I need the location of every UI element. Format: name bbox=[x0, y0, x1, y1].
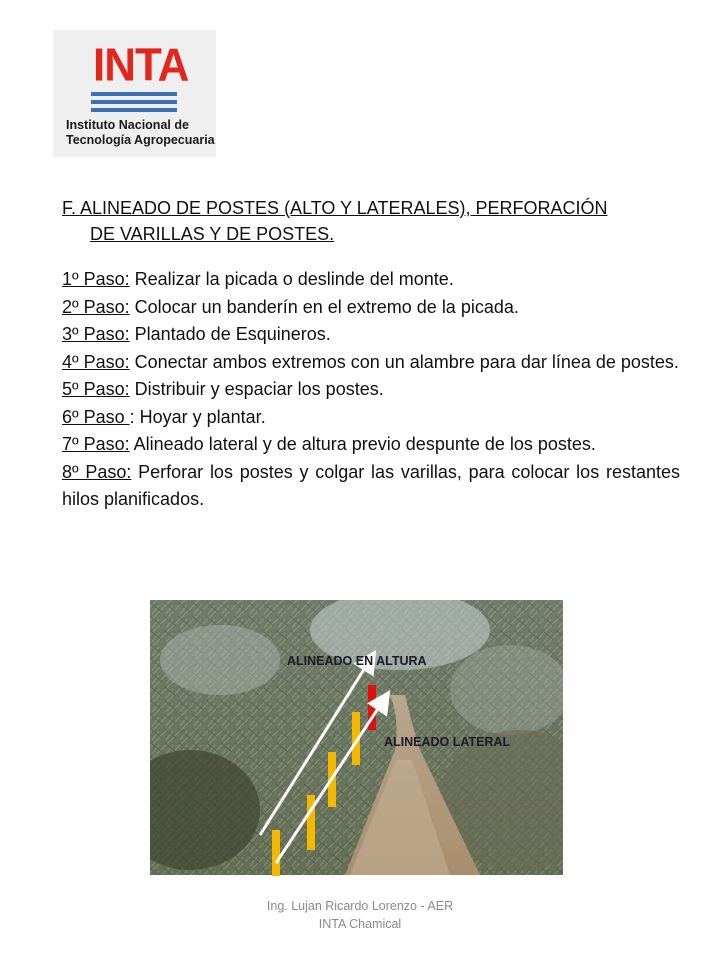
caption-height-alignment: ALINEADO EN ALTURA bbox=[287, 654, 427, 668]
footer-line-2: INTA Chamical bbox=[318, 917, 402, 931]
step-label: 5º Paso: bbox=[62, 379, 130, 399]
logo-line-2: Tecnología Agropecuaria bbox=[66, 133, 215, 147]
step-label: 1º Paso: bbox=[62, 269, 130, 289]
footer-credit bbox=[220, 897, 500, 933]
step-label: 3º Paso: bbox=[62, 324, 130, 344]
step-text: Conectar ambos extremos con un alambre para dar línea de postes. bbox=[129, 351, 679, 372]
heading-line-1: F. ALINEADO DE POSTES (ALTO Y LATERALES), PERFORACIÓN bbox=[62, 198, 608, 218]
logo-stripe bbox=[91, 108, 177, 112]
step-text: Plantado de Esquineros. bbox=[129, 324, 331, 344]
step-item bbox=[62, 294, 680, 322]
step-label: 2º Paso: bbox=[62, 296, 130, 317]
step-item bbox=[62, 321, 680, 349]
step-text: Perforar los postes y colgar las varillas, para colocar los restantes hilos planificados. bbox=[62, 461, 680, 509]
step-item bbox=[62, 431, 680, 459]
step-text: Realizar la picada o deslinde del monte. bbox=[129, 269, 454, 289]
caption-lateral-alignment: ALINEADO LATERAL bbox=[384, 735, 511, 749]
step-text: Alineado lateral y de altura previo despunte de los postes. bbox=[129, 434, 596, 454]
logo-word: INTA bbox=[93, 39, 189, 92]
step-text: Colocar un banderín en el extremo de la picada. bbox=[129, 296, 519, 317]
fence-post bbox=[272, 830, 280, 876]
step-label: 4º Paso: bbox=[62, 351, 130, 372]
step-item bbox=[62, 266, 680, 294]
logo-line-1: Instituto Nacional de bbox=[66, 118, 189, 132]
steps-list bbox=[62, 266, 680, 514]
step-text: : Hoyar y plantar. bbox=[129, 406, 266, 427]
logo-stripe bbox=[91, 100, 177, 104]
step-label: 6º Paso bbox=[62, 406, 130, 427]
step-item bbox=[62, 459, 680, 514]
footer-line-1: Ing. Lujan Ricardo Lorenzo - AER bbox=[266, 899, 454, 913]
step-label: 7º Paso: bbox=[62, 434, 130, 454]
step-label: 8º Paso: bbox=[62, 461, 132, 482]
section-heading bbox=[62, 195, 672, 247]
step-text: Distribuir y espaciar los postes. bbox=[129, 379, 384, 399]
heading-line-2: DE VARILLAS Y DE POSTES. bbox=[90, 224, 335, 244]
step-item bbox=[62, 404, 680, 432]
logo-stripe bbox=[91, 92, 177, 96]
step-item bbox=[62, 376, 680, 404]
step-item bbox=[62, 349, 680, 377]
inta-logo bbox=[53, 30, 216, 157]
